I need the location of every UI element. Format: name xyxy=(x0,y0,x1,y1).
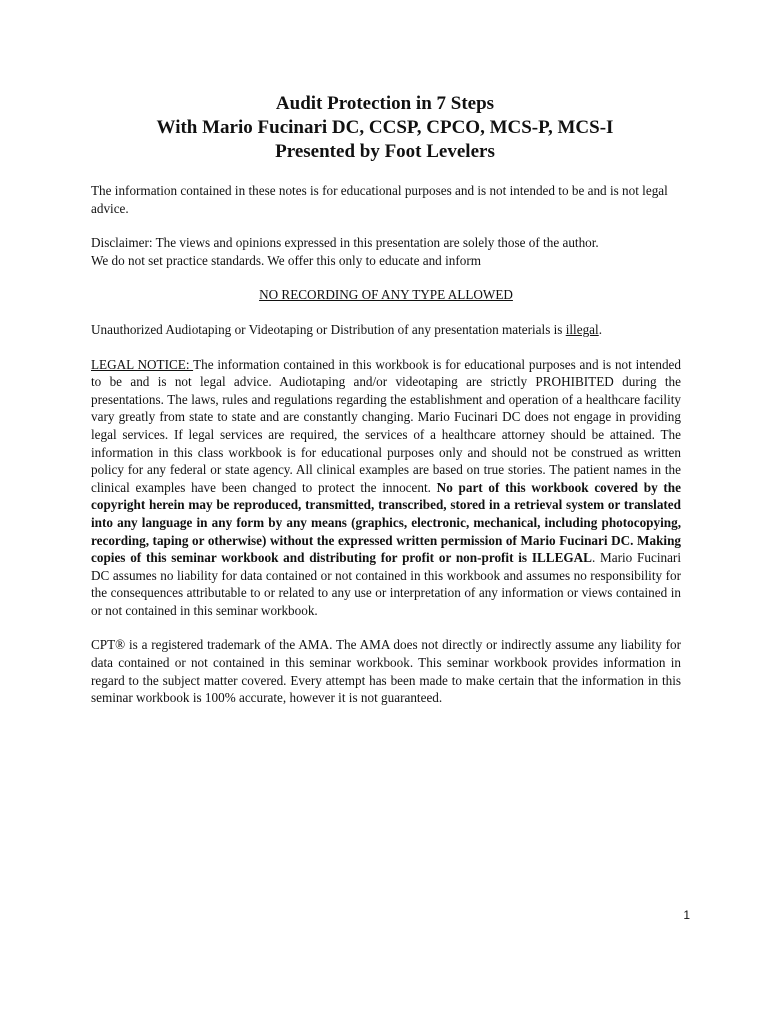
disclaimer-line-1: Disclaimer: The views and opinions expressed in this presentation are solely those of the author. xyxy=(91,235,599,251)
unauthorized-period: . xyxy=(598,321,602,337)
title-line-1: Audit Protection in 7 Steps xyxy=(275,93,495,114)
no-recording-text: NO RECORDING OF ANY TYPE ALLOWED xyxy=(259,287,513,303)
unauthorized-paragraph xyxy=(91,321,681,339)
page-number: 1 xyxy=(683,908,690,922)
document-body xyxy=(91,182,681,724)
legal-notice-text: The information contained in this workbook is for educational purposes and is not intended to be and is not legal advice. Audiotaping and/or videotaping are strictly PROHIBITED during the presentations. The laws, rules and regulations regarding the establishment and operation of a healthcare facility vary greatly from state to state and are constantly changing. Mario Fucinari DC does not engage in providing legal services. If legal services are required, the services of a healthcare attorney should be attained. The information in this class workbook is for educational purposes only and should not be construed as written policy for any federal or state agency. All clinical examples are based on true stories. The patient names in the clinical examples have been changed to protect the innocent. xyxy=(91,356,681,495)
unauthorized-text: Unauthorized Audiotaping or Videotaping or Distribution of any presentation materials is xyxy=(91,321,566,337)
copyright-bold-text: No part of this workbook covered by the copyright herein may be reproduced, transmitted, transcribed, stored in a retrieval system or translated into any language in any form by any means (graphics, electronic, mechanical, including photocopying, recording, taping or otherwise) without the expressed written permission of Mario Fucinari DC. Making copies of this seminar workbook and distributing for profit or non-profit is ILLEGAL xyxy=(91,479,681,566)
legal-notice-tail: . Mario Fucinari DC assumes no liability for data contained or not contained in this workbook and assumes no responsibility for the consequences attributable to or related to any use or interpretation of any information or views contained in or not contained in this seminar workbook. xyxy=(91,550,681,618)
info-paragraph: The information contained in these notes is for educational purposes and is not intended to be and is not legal advice. xyxy=(91,183,668,216)
illegal-word: illegal xyxy=(565,321,599,337)
legal-notice-paragraph xyxy=(91,356,681,620)
title-line-2: With Mario Fucinari DC, CCSP, CPCO, MCS-P, MCS-I xyxy=(156,117,614,138)
legal-notice-label: LEGAL NOTICE: xyxy=(91,356,194,372)
cpt-trademark-paragraph: CPT® is a registered trademark of the AMA. The AMA does not directly or indirectly assume any liability for data contained or not contained in this seminar workbook. This seminar workbook provides information in regard to the subject matter covered. Every attempt has been made to make certain that the information in this seminar workbook is 100% accurate, however it is not guaranteed. xyxy=(91,637,681,706)
title-line-3: Presented by Foot Levelers xyxy=(275,141,495,162)
document-title xyxy=(0,92,770,164)
disclaimer-line-2: We do not set practice standards. We offer this only to educate and inform xyxy=(91,252,481,268)
disclaimer-paragraph xyxy=(91,234,681,269)
no-recording-notice xyxy=(91,286,681,304)
